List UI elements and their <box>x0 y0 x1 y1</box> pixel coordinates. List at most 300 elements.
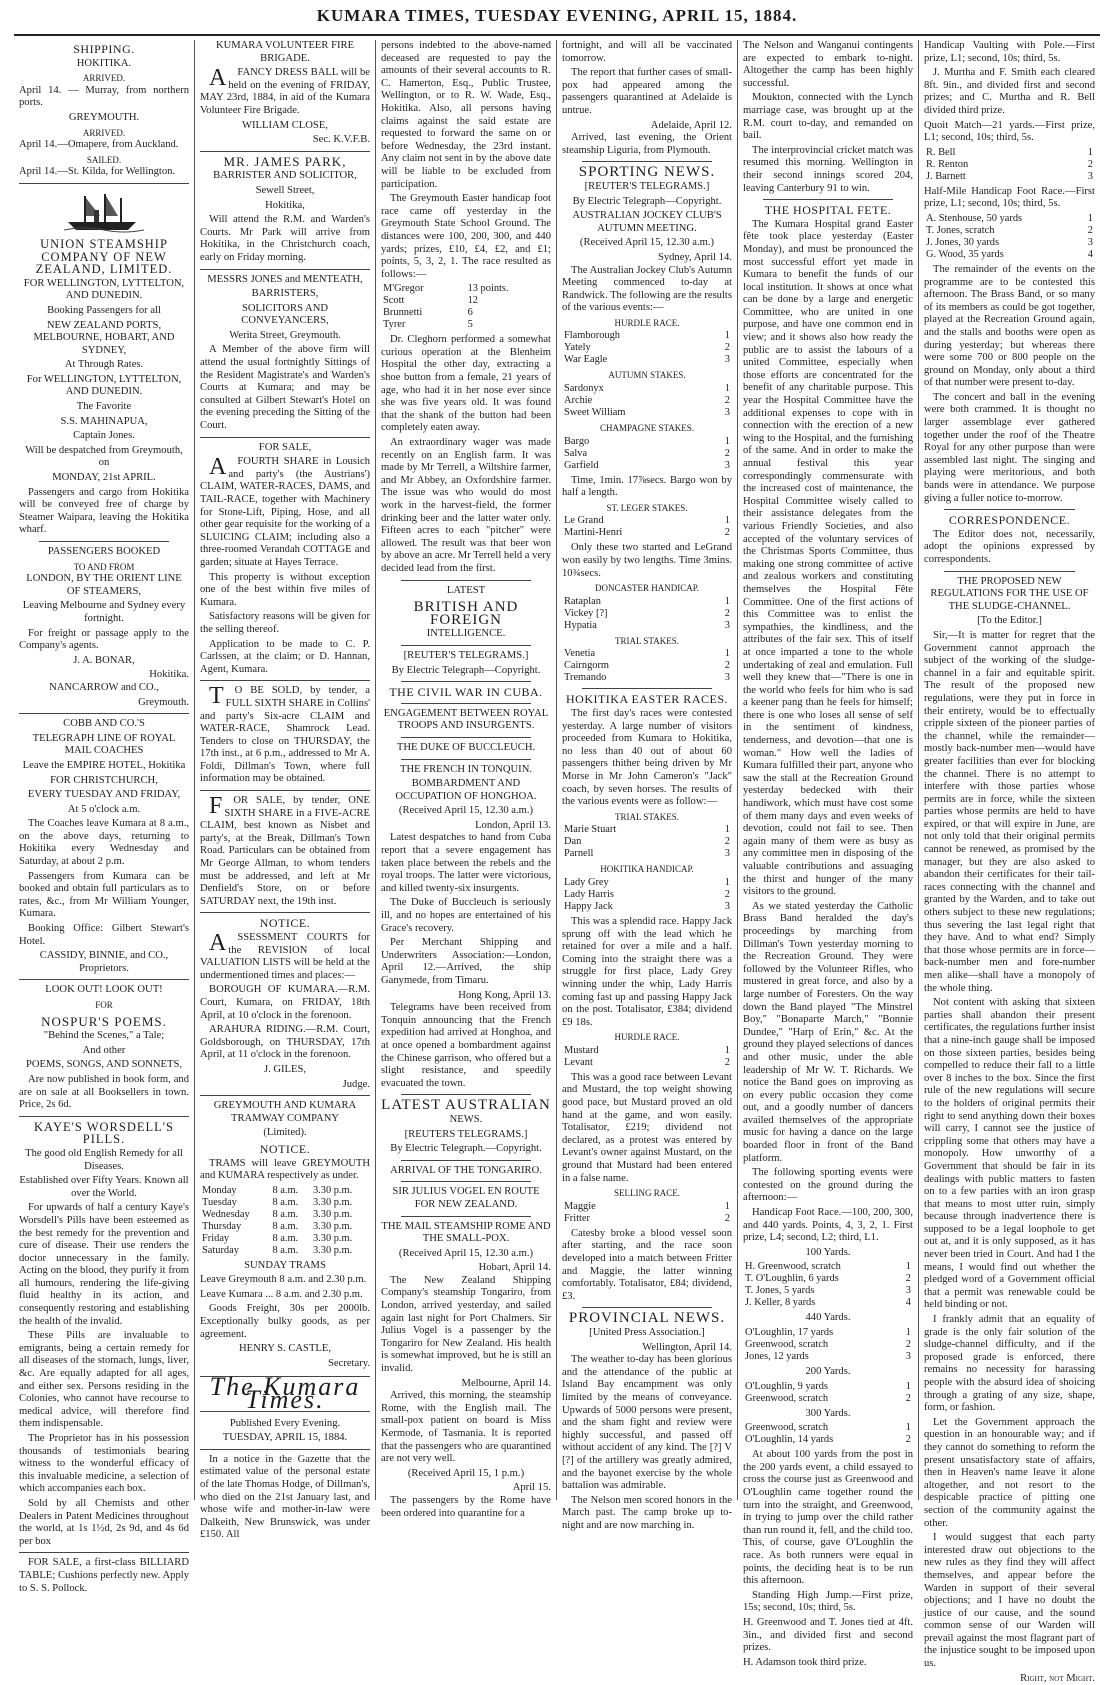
established: Established over Fifty Years. Known all over the World. <box>19 1175 189 1199</box>
column-1 <box>14 40 195 1594</box>
result-row <box>562 848 732 860</box>
ship-illustration <box>19 188 189 234</box>
tram-am: 8 a.m. <box>272 1196 299 1208</box>
result-row <box>743 1261 913 1273</box>
hok-handicap-table <box>562 877 732 913</box>
letter-p3: I frankly admit that an equality of grade is the only fair solution of the sludge-channel difficulty, and if the proposed grade is enforced, there remains no necessity for harassing people with the absurd idea of shoicing through a grating of any size, shape, form, or fashion. <box>924 1314 1095 1414</box>
stleger-text: Only these two started and LeGrand won easily by two lengths. Time 3mins. 10¾secs. <box>562 542 732 579</box>
to-editor: [To the Editor.] <box>977 615 1042 627</box>
editor-note: The Editor does not, necessarily, adopt the opinions expressed by correspondents. <box>924 528 1095 565</box>
to-and-from: TO AND FROM <box>73 561 135 572</box>
persons: persons indebted to the above-named deceased are requested to pay the amounts of their several accounts to R. C. Hamerton, Esq., Public Trustee, Wellington, or to R. W. Wade, Esq., Hokitika. Also, all persons having claims against the said estate are requested to forward the same on or before Wednesday, the 23rd instant. Any claim not sent in by the above date will be liable to be excluded from participation. <box>381 40 551 190</box>
doncaster: DONCASTER HANDICAP. <box>594 583 699 594</box>
entrant-place: 1 <box>724 1044 730 1056</box>
entrant-place: 1 <box>724 824 730 836</box>
published: Published Every Evening. <box>229 1417 341 1429</box>
for-sale: FOR SALE, <box>258 441 312 453</box>
half-mile: Half-Mile Handicap Foot Race.—First prize, L1; second, 10s; third, 5s. <box>924 185 1095 210</box>
result-row <box>562 608 732 620</box>
divider <box>401 580 531 581</box>
entrant-name: Happy Jack <box>564 900 613 912</box>
leaving: Leaving Melbourne and Sydney every fortnight. <box>22 600 186 624</box>
entrant-place: 1 <box>1087 212 1093 224</box>
entrant-place: 2 <box>724 607 730 619</box>
entrant-name: A. Stenhouse, 50 yards <box>926 212 1023 224</box>
divider <box>944 509 1075 510</box>
wager: An extraordinary wager was made recently on an English farm. It was made by Mr Terrell, a Wiltshire farmer, and Mr Abbey, an Oxfordshire farmer. The issue was who would do most work in the harvest-field, the former drinking beer and the latter water only. Fifteen acres to each "pitcher" were allowed. The result was that beer won by above an acre. Mr Terrell held a very decided lead from the first. <box>381 437 551 574</box>
entrant-place: 2 <box>905 1434 911 1446</box>
entrant-place: 2 <box>724 660 730 672</box>
entrant-place: 1 <box>905 1380 911 1392</box>
engagement: ENGAGEMENT BETWEEN ROYAL TROOPS AND INSURGENTS. <box>383 707 549 732</box>
vaulting: Handicap Vaulting with Pole.—First prize, L1; second, 10s; third, 5s. <box>924 40 1095 64</box>
booking: Booking Passengers for all <box>47 304 161 316</box>
divider <box>200 790 370 791</box>
latest-australian: LATEST AUSTRALIAN <box>381 1097 551 1114</box>
tram-am: 8 a.m. <box>272 1184 299 1196</box>
result-row <box>562 395 732 407</box>
result-row <box>743 1351 913 1363</box>
entrant-place: 1 <box>905 1327 911 1338</box>
solicitors: SOLICITORS AND CONVEYANCERS, <box>241 302 329 327</box>
goods: Goods Freight, 30s per 2000lb. Exceptionally bulky goods, as per agreement. <box>200 1303 370 1340</box>
entrant-name: J. Keller, 8 yards <box>745 1297 816 1309</box>
entrant-name: Le Grand <box>564 515 604 527</box>
ship-icon <box>64 190 144 232</box>
hokitika-entry: April 14. — Murray, from northern ports. <box>19 84 189 109</box>
estate: In a notice in the Gazette that the estimated value of the personal estate of the late Thomas Hodge, of Dillman's, who died on the 21st January last, and whose wife and mother-in-law were Dalkeith, New Brunswick, was under £150. All <box>200 1453 371 1541</box>
british: BRITISH AND FOREIGN <box>413 599 519 628</box>
half-table <box>924 213 1095 261</box>
concert: The concert and ball in the evening were both crammed. It is thought no larger assemblage ever gathered together under the roof of the Theatre Royal for any other purpose than were assembled last night. The singing and playing were meritorious, and both bands were in attendance. We purpose giving a fuller notice to-morrow. <box>924 391 1095 504</box>
entrant-place: 2 <box>724 395 730 407</box>
handicap-table <box>381 283 551 331</box>
remainder: The remainder of the events on the programme are to be contested this afternoon. The Brass Band, or so many of its members as could be got together, played at the Recreation Ground again, and the stalls and booths were open as during yesterday; but whereas there were some 700 or 800 people on the ground on Monday, only about a third of that number were present to-day. <box>924 263 1095 389</box>
letter-p4: Let the Government approach the question in an honourable way; and if they cannot do something to reform the present unsatisfactory state of affairs, then in Heaven's name leave it alone altogether, and not resort to the despicable practice of pitting one section of the community against the other. <box>924 1416 1095 1529</box>
entrant-name: Rataplan <box>564 595 601 607</box>
tram-am: 8 a.m. <box>272 1244 299 1256</box>
hokitika-heading: HOKITIKA. <box>76 57 132 69</box>
kaye-p3: The Proprietor has in his possession thousands of testimonials bearing witness to the wonderful efficacy of this invaluable medicine, a selection of which accompanies each box. <box>19 1433 189 1495</box>
result-row <box>743 1422 913 1434</box>
entrant-place: 2 <box>905 1392 911 1404</box>
coaches-leave: The Coaches leave Kumara at 8 a.m., on the above days, returning to Hokitika every Wednesday and Saturday, at about 2 p.m. <box>19 818 189 868</box>
cassidy: CASSIDY, BINNIE, and CO., Proprietors. <box>39 950 169 974</box>
entrant-name: O'Loughlin, 17 yards <box>745 1327 834 1338</box>
news: NEWS. <box>449 1113 483 1125</box>
civil-war: THE CIVIL WAR IN CUBA. <box>389 685 543 700</box>
hongkong: Hong Kong, April 13. <box>458 989 551 1001</box>
arrived-label: ARRIVED. <box>82 73 126 84</box>
result-row <box>562 889 732 901</box>
sunday-grey: Leave Greymouth 8 a.m. and 2.30 p.m. <box>200 1274 367 1286</box>
entrant-name: Garfield <box>564 459 599 471</box>
columns <box>14 40 1102 1684</box>
entrant-place: 3 <box>724 672 730 684</box>
bonar-place: Hokitika. <box>149 669 189 681</box>
divider <box>200 151 370 152</box>
result-row <box>562 836 732 848</box>
greymouth-heading: GREYMOUTH. <box>68 111 140 123</box>
column-6 <box>919 40 1100 1684</box>
tram-pm: 3.30 p.m. <box>312 1184 353 1196</box>
wellington: Wellington, April 14. <box>642 1341 732 1353</box>
at-5: At 5 o'clock a.m. <box>67 803 141 815</box>
nz-ports: NEW ZEALAND PORTS, MELBOURNE, HOBART, AND SYDNEY, <box>33 319 175 356</box>
entrant-name: Archie <box>564 395 593 407</box>
tied: H. Greenwood and T. Jones tied at 4ft. 3in., and divided first and second prizes. <box>743 1616 913 1654</box>
entrant-name: Venetia <box>564 648 596 660</box>
report: The report that further cases of small-pox had appeared among the passengers quarantined at Adelaide is untrue. <box>562 67 732 116</box>
divider <box>200 1095 370 1096</box>
tram-day: Wednesday <box>202 1208 250 1220</box>
buccleuch: THE DUKE OF BUCCLEUCH. <box>396 741 536 753</box>
runner-name: Scott <box>383 295 405 307</box>
entrant-place: 3 <box>724 619 730 631</box>
divider <box>200 269 370 270</box>
y200-table <box>743 1381 913 1405</box>
result-row <box>381 307 551 319</box>
entrant-name: R. Bell <box>926 146 956 158</box>
trams-leave: TRAMS will leave GREYMOUTH and KUMARA respectively as under. <box>200 1157 370 1182</box>
moukton: Moukton, connected with the Lynch marriage case, was brought up at the R.M. court to-day, and remanded on bail. <box>743 92 913 142</box>
kayes-title: KAYE'S WORSDELL'S PILLS. <box>34 1119 174 1147</box>
werita: Werita Street, Greymouth. <box>229 329 341 341</box>
received-2: (Received April 15, 12.30 a.m.) <box>398 1247 534 1259</box>
electric-2: By Electric Telegraph.—Copyright. <box>390 1143 542 1155</box>
y440: 440 Yards. <box>805 1312 851 1324</box>
sixth-share: TO BE SOLD, by tender, a FULL SIXTH SHARE in Collins' and party's Six-acre CLAIM and WATER-RACE, Shamrock Lead. Tenders to close on THURSDAY, the 17th inst., at 6 p.m., addressed to Mr A. Foldi, Dillman's Town, where full information may be obtained. <box>200 683 370 785</box>
melbourne-text: Arrived, this morning, the steamship Rome, with the English mail. The small-pox patient on board is Miss Kermode, of Tasmania. It is reported that the passengers who are quarantined are not very well. <box>381 1390 551 1465</box>
lookout: LOOK OUT! LOOK OUT! <box>45 984 163 996</box>
stleger: ST. LEGER STAKES. <box>606 502 688 513</box>
entrant-name: War Eagle <box>564 354 608 366</box>
entrant-name: Hypatia <box>564 619 597 631</box>
splendid: This was a splendid race. Happy Jack sprung off with the lead which he retained for over a mile and a half. Coming into the straight there was a struggle for first place, Lady Grey winning under the whip, Lady Harris coming fast up and passing Happy Jack on the post. Totalisator, £384; dividend £9 18s. <box>562 915 732 1028</box>
entrant-place: 3 <box>724 848 730 860</box>
orient: Arrived, last evening, the Orient steamship Liguria, from Plymouth. <box>562 132 732 156</box>
fete-p3: The following sporting events were contested on the ground during the afternoon:— <box>743 1167 913 1204</box>
tram-table <box>200 1185 370 1257</box>
entrant-name: Marie Stuart <box>564 824 617 836</box>
handicap: The Greymouth Easter handicap foot race came off yesterday in the Greymouth State School Ground. The distances were 100, 200, 300, and 440 yards; prizes, £10, £4, £2, and £1; points, 5, 3, 2, 1. The race resulted as follows:— <box>381 193 551 280</box>
tongariro: ARRIVAL OF THE TONGARIRO. <box>390 1164 542 1176</box>
divider <box>401 645 531 646</box>
result-row <box>562 354 732 366</box>
divider <box>19 713 189 714</box>
nancarrow: NANCARROW and CO., <box>49 681 159 693</box>
freight: For freight or passage apply to the Company's agents. <box>19 627 189 652</box>
runner-points: 6 <box>467 307 473 319</box>
result-row <box>562 1213 732 1225</box>
result-row <box>562 620 732 632</box>
tonquin: THE FRENCH IN TONQUIN. <box>399 763 533 775</box>
received-1: (Received April 15, 12.30 a.m.) <box>398 805 534 817</box>
cuba-text: Latest despatches to hand from Cuba report that a severe engagement has taken place between the rebels and the royal troops. The latter were victorious, and killed twenty-six insurgents. <box>381 832 551 894</box>
entrant-place: 3 <box>724 354 730 366</box>
entrant-name: T. Jones, scratch <box>926 224 995 236</box>
behind-scenes: "Behind the Scenes," a Tale; <box>43 1030 165 1042</box>
letter-p5: I would suggest that each party interested draw out objections to the new rules as they find they will affect themselves, and appear before the Warden in support of their several objections; and I have no doubt the justice of our cause, and the sound common sense of our Warden will prevail against the most flagrant part of the injustice sought to be imposed upon us. <box>924 1532 1095 1670</box>
sporting-news: SPORTING NEWS. <box>578 164 716 181</box>
result-row <box>743 1339 913 1351</box>
entrant-name: Mustard <box>564 1044 599 1056</box>
entrant-name: T. Jones, 5 yards <box>745 1285 815 1297</box>
tramway: GREYMOUTH AND KUMARA TRAMWAY COMPANY <box>213 1100 357 1124</box>
date: TUESDAY, APRIL 15, 1884. <box>222 1432 348 1444</box>
april15: April 15. <box>512 1482 551 1494</box>
entrant-place: 1 <box>724 1200 730 1212</box>
divider <box>582 161 712 162</box>
fortnight: fortnight, and will all be vaccinated tomorrow. <box>562 40 732 64</box>
entrant-place: 2 <box>724 836 730 848</box>
now-published: Are now published in book form, and are on sale at all Booksellers in town. Price, 2s 6d. <box>19 1073 189 1111</box>
y100: 100 Yards. <box>805 1246 851 1258</box>
entrant-place: 2 <box>905 1339 911 1350</box>
runner-name: M'Gregor <box>383 283 424 295</box>
rome: THE MAIL STEAMSHIP ROME AND THE SMALL-POX. <box>381 1220 551 1245</box>
entrant-name: T. O'Loughlin, 6 yards <box>745 1273 839 1285</box>
trial2-table <box>562 824 732 860</box>
entrant-place: 4 <box>905 1297 911 1309</box>
for-christchurch: FOR CHRISTCHURCH, <box>50 774 158 786</box>
paper-title: The Kumara Times. <box>200 1376 370 1411</box>
result-row <box>562 460 732 472</box>
passengers-cargo: Passengers and cargo from Hokitika will be conveyed free of charge by Steamer Waipara, leaving the Hokitika wharf. <box>19 486 189 536</box>
y300-table <box>743 1422 913 1446</box>
fancy-dress: AFANCY DRESS BALL will be held on the evening of FRIDAY, MAY 23rd, 1884, in aid of the Kumara Volunteer Fire Brigade. <box>200 65 370 116</box>
masthead-rule <box>14 34 1100 36</box>
champagne-table <box>562 436 732 472</box>
result-row <box>562 527 732 539</box>
entrant-name: Jones, 12 yards <box>745 1351 809 1362</box>
tram-pm: 3.30 p.m. <box>312 1196 353 1208</box>
kaye-p2: These Pills are invaluable to emigrants, being a certain remedy for all diseases of the stomach, lungs, liver, &c. Are equally adapted for all ages, and either sex. Persons residing in the Colonies, who cannot have recourse to medical advice, will therefore find them indispensable. <box>19 1330 189 1430</box>
booking-office: Booking Office: Gilbert Stewart's Hotel. <box>19 923 189 947</box>
sunday-kumara: Leave Kumara ... 8 a.m. and 2.30 p.m. <box>200 1288 363 1300</box>
borough: BOROUGH OF KUMARA.—R.M. Court, Kumara, on FRIDAY, 18th April, at 10 o'clock in the forenoon. <box>200 984 370 1021</box>
tram-pm: 3.30 p.m. <box>312 1232 353 1244</box>
y200: 200 Yards. <box>805 1366 851 1377</box>
park-title: MR. JAMES PARK, <box>223 153 347 169</box>
result-row <box>562 824 732 836</box>
divider <box>19 979 189 980</box>
wellington-text: The weather to-day has been glorious and the attendance of the public at Island Bay encampment was only limited by the means of conveyance. Upwards of 5000 persons were present, and the sham fight and review were highly successful, and passed off without accident of any kind. The [?] V [?] of the artillery was greatly admired, and the bayonet exercise by the whole battalion was admirable. <box>562 1354 732 1492</box>
hurdle-table <box>562 330 732 366</box>
entrant-name: Flamborough <box>564 330 620 342</box>
entrant-name: Maggie <box>564 1200 596 1212</box>
nospur-title: NOSPUR'S POEMS. <box>41 1013 167 1029</box>
application: Application to be made to C. P. Carlssen, at the claim; or D. Hannan, Agent, Kumara. <box>200 638 370 675</box>
entrant-name: Vickey [?] <box>564 607 608 619</box>
divider <box>944 571 1075 572</box>
received: (Received April 15, 12.30 a.m.) <box>579 237 715 249</box>
latest: LATEST <box>446 584 486 596</box>
divider <box>401 1094 531 1095</box>
result-row <box>562 877 732 889</box>
correspondence: CORRESPONDENCE. <box>948 513 1071 528</box>
tram-row <box>200 1197 370 1209</box>
divider <box>200 680 370 681</box>
vogel: SIR JULIUS VOGEL EN ROUTE FOR NEW ZEALAND. <box>392 1186 540 1210</box>
provincial: PROVINCIAL NEWS. <box>568 1310 726 1327</box>
hurdle2-text: This was a good race between Levant and Mustard, the top weight showing good pace, but Mustard proved an old hand at the game, and won easily. Totalisator, £219; dividend not declared, as a protest was entered by Levant's owner against Mustard, on the ground that Mustard had been entered in a false name. <box>562 1071 732 1184</box>
booked: PASSENGERS BOOKED <box>47 546 161 557</box>
poems-songs: POEMS, SONGS, AND SONNETS, <box>26 1059 182 1071</box>
sailed-label: SAILED. <box>86 154 122 165</box>
satisfactory: Satisfactory reasons will be given for the selling thereof. <box>200 611 370 635</box>
cleghorn: Dr. Cleghorn performed a somewhat curious operation at the Blenheim Hospital the other day, extracting a shoe button from a female, 21 years of age, who had it in her nose ever since she was five years old. It was found that the shank of the button had been completely eaten away. <box>381 334 551 434</box>
entrant-name: Lady Harris <box>564 888 614 900</box>
for-wellington: FOR WELLINGTON, LYTTELTON, AND DUNEDIN. <box>23 277 185 302</box>
entrant-name: O'Loughlin, 14 yards <box>745 1434 834 1446</box>
selling-text: Catesby broke a blood vessel soon after starting, and the race soon developed into a match between Fritter and Maggie, the latter winning comfortably. Totalisator, £84; dividend, £3. <box>562 1227 732 1302</box>
tram-am: 8 a.m. <box>272 1232 299 1244</box>
entrant-name: Bargo <box>564 435 590 447</box>
quoit-table <box>924 147 1095 183</box>
received-3: (Received April 15, 1 p.m.) <box>407 1467 525 1479</box>
through-rates: At Through Rates. <box>64 359 144 371</box>
tram-am: 8 a.m. <box>272 1220 299 1232</box>
greymouth-sailed: April 14.—St. Kilda, for Wellington. <box>19 166 176 178</box>
entrant-place: 1 <box>905 1261 911 1273</box>
murtha: J. Murtha and F. Smith each cleared 8ft. 9in., and divided first and second prizes; and C. Murtha and R. Bell divided third prize. <box>924 67 1095 116</box>
fourth-share: AFOURTH SHARE in Lousich and party's (the Austrians') CLAIM, WATER-RACES, DAMS, and TAIL-RACE, together with Machinery for Stone-Lift, Piping, Hose, and all other gear requisite for the working of a SLUICING CLAIM; including also a three-roomed Verandah COTTAGE and garden; situate at Hayes Terrace. <box>200 454 370 568</box>
column-4 <box>557 40 738 1531</box>
tram-row <box>200 1233 370 1245</box>
fete-p1: The Kumara Hospital grand Easter fête took place yesterday (Easter Monday), and must be pronounced the most successful effort yet made in Kumara to benefit the funds of our local institution. It shows at once what can be done by a large and energetic Committee, who are united in one purpose, and have one common end in view; and it shows also how ready the public are to assist the labours of a united Committee, especially when those efforts are concentrated for the benefit of any charitable purpose. This year the Hospital Committee have the additional expenses to cope with in connection with the erection of a new wing to the Hospital, and the furnishing of the same. And in order to make the annual festival this year correspondingly commensurate with the increased cost of maintenance, the Hospital Committee wisely called to their assistance delegates from the various Friendly Societies, and also accepted of the voluntary services of the Christmas Sports Committee, thus making one strong committee of active and zealous workers and constituting themselves the Hospital Fête Committee. One of the first actions of this Committee was to enlist the sympathies, the kindliness, and the attributes of the fair sex. This of itself at once imparted a tone to the whole undertaking of zeal and emulation. Full well they knew that—"There is one in the world who feels for him who is sad a keener pang than he feels for himself; there is one who loses all sense of self in the sentiment of kindness, tenderness, and devotion—that one is woman." How well the ladies of Kumara fulfilled their part, anyone who saw the stall at the Recreation Ground yesterday bedecked with their handiwork, which must have cost some of them many days and even weeks of devotion, could not fail to see. Then again many of them were as busy as any committee men in disposing of the valuable contributions and assuaging the thirst and hunger of the many visitors to the ground. <box>743 218 913 898</box>
child: At about 100 yards from the post in the 200 yards event, a child essayed to cross the course just as Greenwood and O'Loughlin came together round the turn into the straight, and Greenwood, in trying to jump over the child rather than run round it, fell, and the child too. This, of course, gave O'Loughlin the race. As both runners were equal in points, the deciding heat is to be run this afternoon. <box>743 1449 913 1587</box>
divider <box>401 759 531 760</box>
signature: Right, not Might. <box>1020 1672 1095 1684</box>
letter-p2: Not content with asking that sixteen parties shall abandon their present certificates, the regulations further insist that a nine-inch gauge shall be imposed on those sixteen parties, besides being compelled to reduce their fall to a little over 8 inches to the box. Since the first rule of the new regulations will secure to the holders of original permits their right to send anything down their boxes will carry, I cannot see the justice of crippling some that others may have a monopoly. How unworthy of a Government that should be fair in its dealings with public matters to fasten on to a few parties with an iron grasp that means to most utter ruin, simply because through inadvertence there is supposed to be a legal loophole to get out at, and it is only supposed, as it has never been tried in Court. And had I the means, I would find out whether the pledged word of a Government official that a permit was renewable could be held binding or not. <box>924 997 1095 1311</box>
result-row <box>924 225 1095 237</box>
divider <box>582 1307 712 1308</box>
entrant-name: Yately <box>564 342 591 354</box>
divider <box>401 703 531 704</box>
park-text: Will attend the R.M. and Warden's Courts. Mr Park will arrive from Hokitika, in the Christchurch coach, early on Friday morning. <box>200 214 370 263</box>
favorite: The Favorite <box>76 401 132 413</box>
entrant-place: 1 <box>905 1422 911 1434</box>
entrant-name: J. Barnett <box>926 170 966 182</box>
entrant-place: 3 <box>1087 236 1093 248</box>
entrant-name: Salva <box>564 447 588 459</box>
entrant-place: 3 <box>905 1285 911 1297</box>
reuters: [REUTER'S TELEGRAMS.] <box>403 649 529 661</box>
billiard: FOR SALE, a first-class BILLIARD TABLE; Cushions perfectly new. Apply to S. S. Pollock. <box>19 1557 189 1594</box>
arahura: ARAHURA RIDING.—R.M. Court, Goldsborough, on THURSDAY, 17th April, at 11 o'clock in the forenoon. <box>200 1024 370 1061</box>
assessment: ASSESSMENT COURTS for the REVISION of local VALUATION LISTS will be held at the undermentioned times and places:— <box>200 930 370 981</box>
selling-table <box>562 1201 732 1225</box>
reuters-2: [REUTERS TELEGRAMS.] <box>404 1128 528 1140</box>
kaye-p4: Sold by all Chemists and other Dealers in Patent Medicines throughout the world, at 1s 1½d, 2s 9d, and 4s 6d per box <box>19 1497 189 1547</box>
result-row <box>562 330 732 342</box>
jones-title: MESSRS JONES and MENTEATH, <box>207 273 363 285</box>
entrant-name: Tremando <box>564 672 607 684</box>
result-row <box>743 1273 913 1285</box>
arrived-label: ARRIVED. <box>82 127 126 138</box>
hokitika: Hokitika, <box>265 199 305 211</box>
entrant-place: 2 <box>724 447 730 459</box>
electric: By Electric Telegraph—Copyright. <box>572 195 722 207</box>
for-sale-tender: FOR SALE, by tender, ONE SIXTH SHARE in a FIVE-ACRE CLAIM, best known as Nisbet and party's, at the Break, Dillman's Town Road. Particulars can be obtained from Mr George Allman, to whom tenders must be addressed, and left at Mr Denfield's Store, on or before SATURDAY next, the 19th inst. <box>200 793 370 907</box>
y300: 300 Yards. <box>805 1407 851 1419</box>
column-3 <box>376 40 557 1519</box>
entrant-name: Greenwood, scratch <box>745 1422 829 1434</box>
result-row <box>562 1057 732 1069</box>
monday: MONDAY, 21st APRIL. <box>52 472 156 484</box>
result-row <box>743 1285 913 1297</box>
entrant-name: J. Jones, 30 yards <box>926 236 1000 248</box>
entrant-place: 3 <box>1087 170 1093 182</box>
cobb: COBB AND CO.'S <box>63 718 145 730</box>
tram-row <box>200 1209 370 1221</box>
y440-table <box>743 1327 913 1363</box>
notice: NOTICE. <box>259 916 311 931</box>
entrant-name: Lady Grey <box>564 876 609 888</box>
result-row <box>562 515 732 527</box>
entrant-place: 3 <box>724 900 730 912</box>
notice-2: NOTICE. <box>259 1141 311 1156</box>
result-row <box>562 1201 732 1213</box>
sunday-trams: SUNDAY TRAMS <box>244 1259 326 1271</box>
tram-row <box>200 1245 370 1257</box>
entrant-name: Sweet William <box>564 407 626 419</box>
entrant-place: 2 <box>905 1273 911 1285</box>
trial-table <box>562 648 732 684</box>
result-row <box>924 147 1095 159</box>
result-row <box>924 171 1095 183</box>
entrant-place: 1 <box>724 435 730 447</box>
tram-day: Friday <box>202 1232 230 1244</box>
trial-2: TRIAL STAKES. <box>615 811 679 822</box>
shipping-text: Per Merchant Shipping and Underwriters Association:—London, April 12.—Arrived, the ship Ganymede, from Timaru. <box>381 937 551 986</box>
nancarrow-place: Greymouth. <box>138 696 189 708</box>
result-row <box>562 672 732 684</box>
runner-points: 13 points. <box>467 283 509 295</box>
bonar: J. A. BONAR, <box>73 654 135 666</box>
sydney: Sydney, April 14. <box>657 251 732 263</box>
result-row <box>381 319 551 331</box>
divider <box>200 437 370 438</box>
result-row <box>743 1434 913 1446</box>
london-date: London, April 13. <box>475 819 551 831</box>
result-row <box>381 283 551 295</box>
tram-row <box>200 1185 370 1197</box>
result-row <box>743 1381 913 1393</box>
divider <box>401 1216 531 1217</box>
masthead: KUMARA TIMES, TUESDAY EVENING, APRIL 15, 1884. <box>316 6 798 25</box>
adamson: H. Adamson took third prize. <box>743 1656 867 1668</box>
telegraph-line: TELEGRAPH LINE OF ROYAL MAIL COACHES <box>32 732 176 757</box>
column-2 <box>195 40 376 1541</box>
divider <box>200 1449 370 1450</box>
shipping-heading: SHIPPING. <box>73 42 135 56</box>
cricket: The interprovincial cricket match was resumed this morning. Wellington in their second innings scored 204, leaving Canterbury 91 to win. <box>743 144 913 194</box>
entrant-place: 2 <box>724 342 730 354</box>
tram-day: Monday <box>202 1184 237 1196</box>
proposed: THE PROPOSED NEW REGULATIONS FOR THE USE OF THE SLUDGE-CHANNEL. <box>930 575 1089 612</box>
hok-text: The first day's races were contested yesterday. A large number of visitors proceeded from Kumara to Hokitika, no less than 40 out of about 60 passengers thither being driven by Mr Morse in Mr John Cameron's "Jack" coach, by seven horses. The results of the various events were as follow:— <box>562 708 732 808</box>
reuters: [REUTER'S TELEGRAMS.] <box>584 180 710 192</box>
duke-text: The Duke of Buccleuch is seriously ill, and no hopes are entertained of his Grace's recovery. <box>381 897 551 934</box>
hongkong-text: Telegrams have been received from Tonquin announcing that the French expedition had arrived at Honghoa, and at once opened a bombardment against the Chinese garrison, who offered but a slight resistance, and speedily evacuated the town. <box>381 1002 551 1089</box>
entrant-place: 2 <box>724 1056 730 1068</box>
tram-pm: 3.30 p.m. <box>312 1244 353 1256</box>
captain: Captain Jones. <box>73 430 135 442</box>
passengers-kumara: Passengers from Kumara can be booked and obtain full particulars as to rates, &c., from Mr William Younger, Kumara. <box>19 870 189 920</box>
column-5 <box>738 40 919 1668</box>
